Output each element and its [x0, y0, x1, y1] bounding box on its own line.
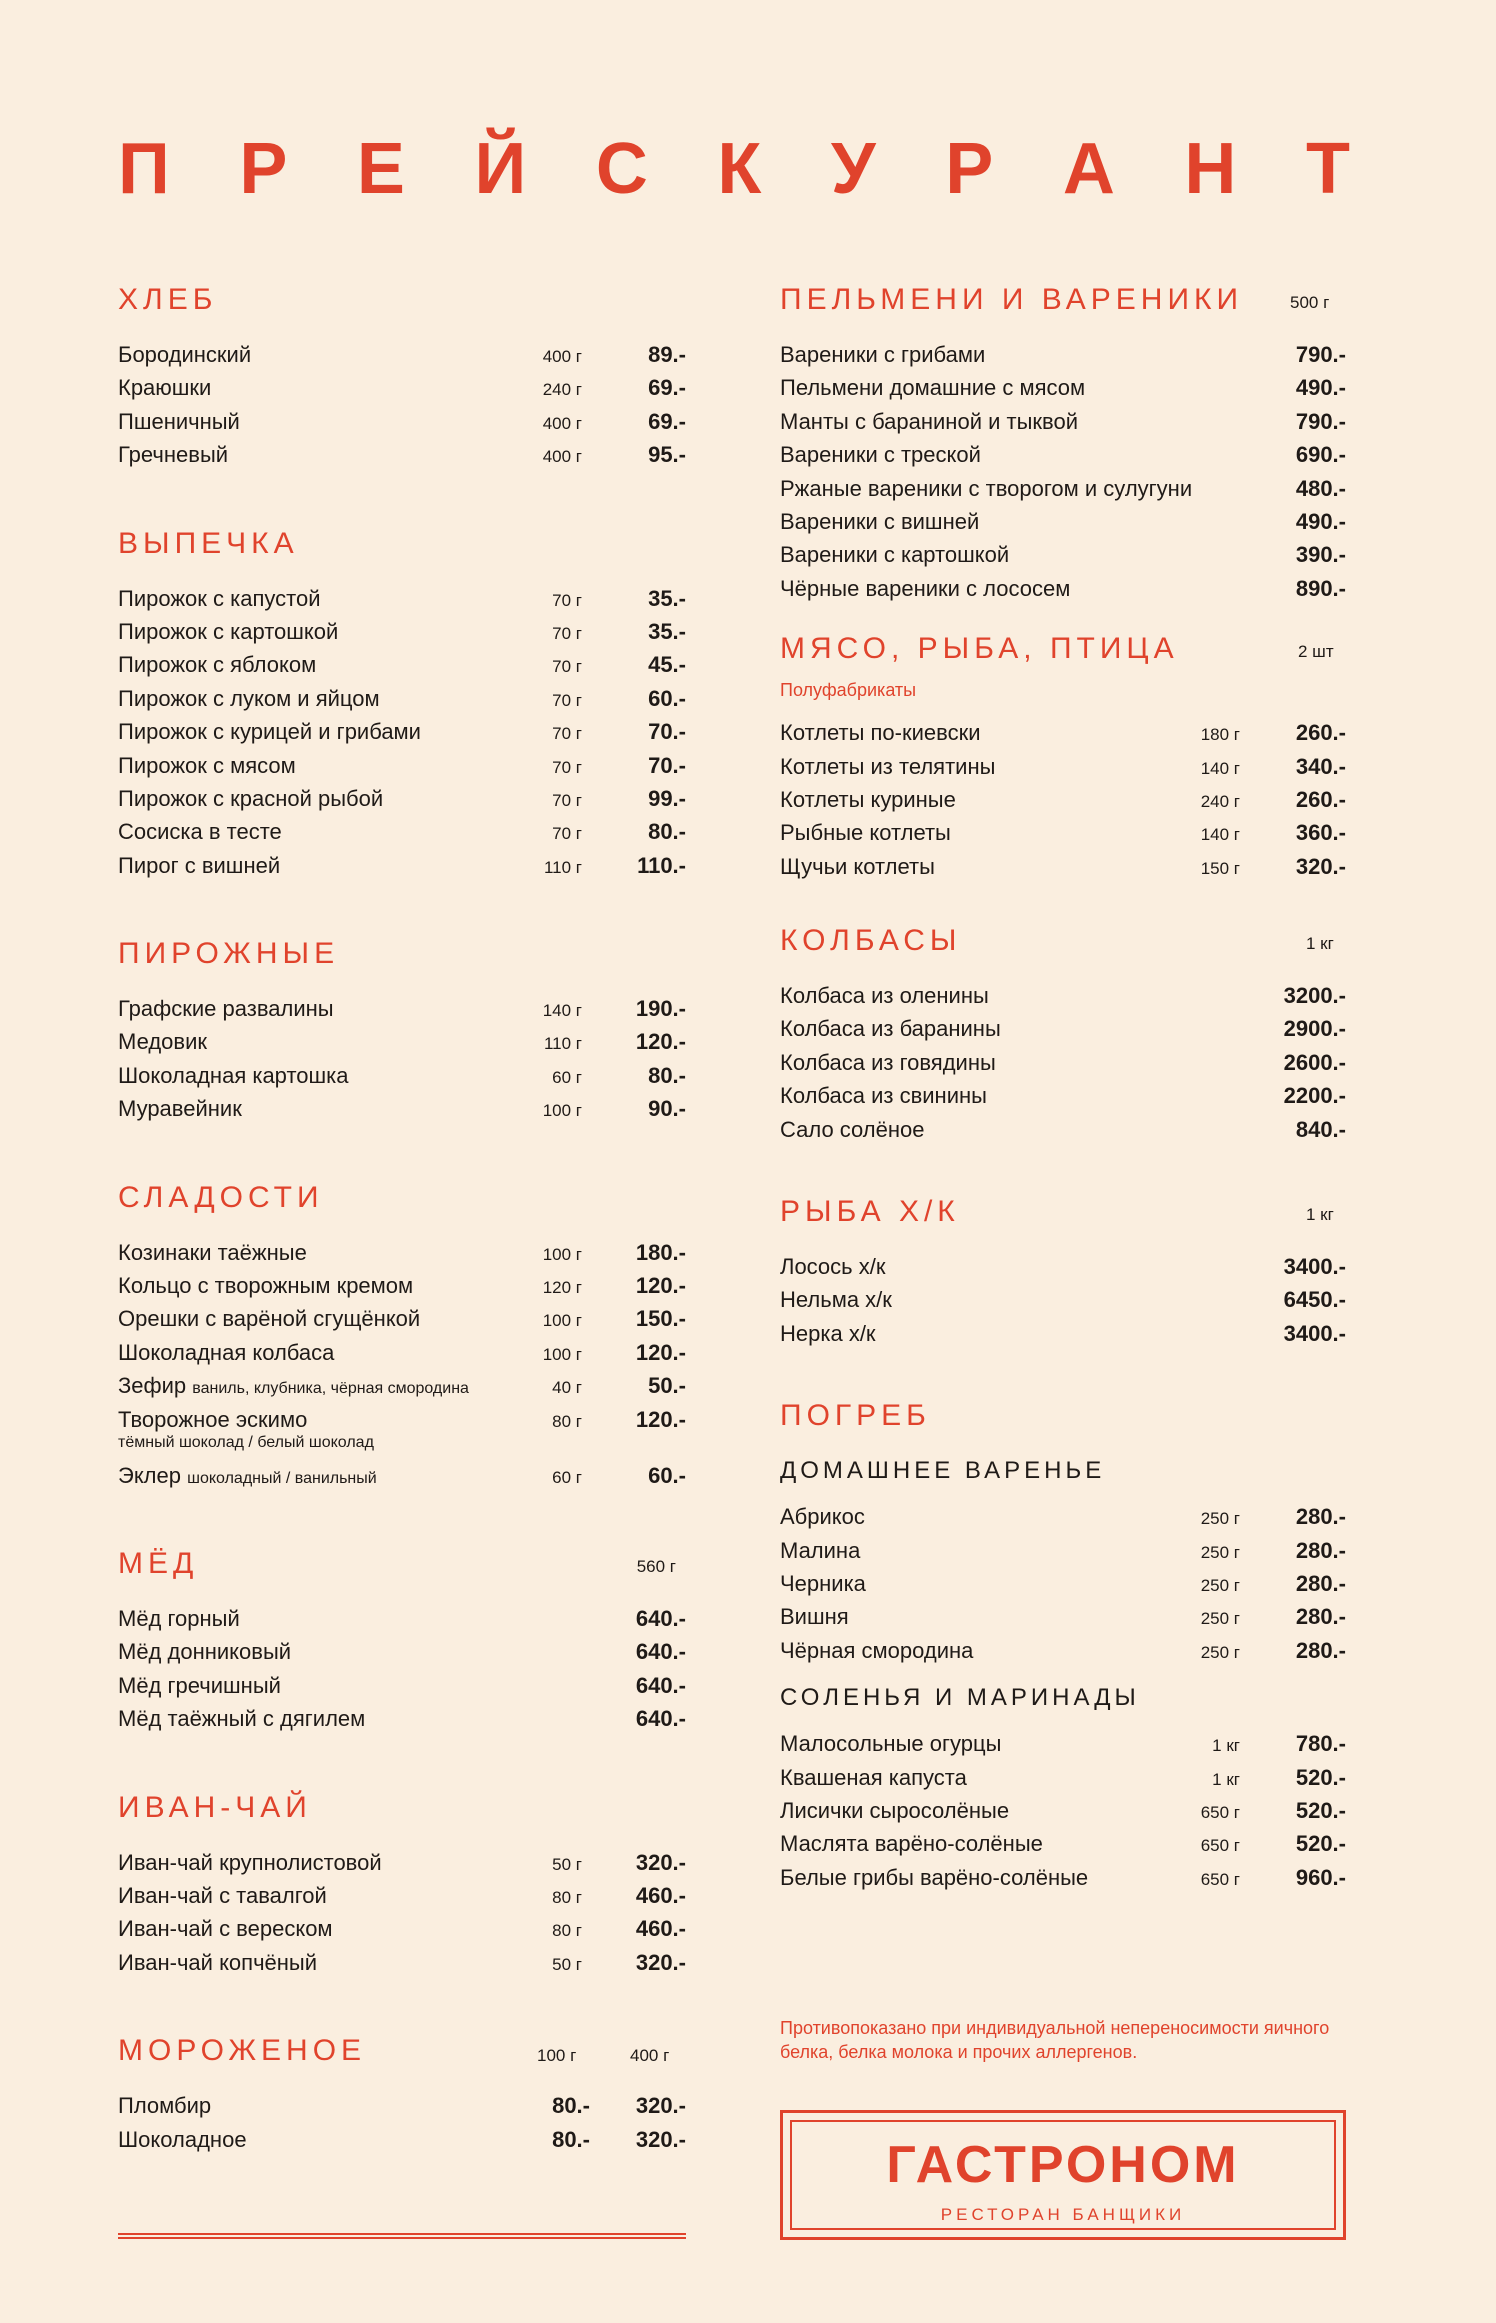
menu-item: Абрикос 250 г 280.- [780, 1504, 1346, 1530]
section-note: 500 г [1290, 293, 1330, 312]
menu-item: Орешки с варёной сгущёнкой 100 г 150.- [118, 1306, 686, 1332]
section-fish [780, 1197, 1346, 1353]
section-title: МЯСО, РЫБА, ПТИЦА [780, 632, 1179, 666]
section-sausage [780, 926, 1346, 1149]
section-title: МЁД [118, 1546, 199, 1580]
menu-item: Малина 250 г 280.- [780, 1537, 1346, 1563]
menu-item: Иван-чай крупнолистовой 50 г 320.- [118, 1849, 686, 1875]
left-column [118, 285, 686, 2159]
title-letter: Р [945, 129, 994, 209]
menu-item: Пельмени домашние с мясом 490.- [780, 375, 1346, 401]
menu-item: Шоколадное 80.- 320.- [118, 2126, 686, 2152]
menu-item: Котлеты куриные 240 г 260.- [780, 786, 1346, 812]
section-title: МОРОЖЕНОЕ [118, 2034, 367, 2068]
menu-item: Мёд гречишный 640.- [118, 1672, 686, 1698]
subsection-title: СОЛЕНЬЯ И МАРИНАДЫ [780, 1684, 1140, 1712]
section-title: ПИРОЖНЫЕ [118, 937, 340, 971]
section-note: 560 г [636, 1556, 676, 1576]
title-letter: К [717, 129, 762, 209]
menu-item: Ржаные вареники с творогом и сулугуни 480.- [780, 475, 1346, 501]
menu-item: Колбаса из оленины 3200.- [780, 983, 1346, 1009]
section-title: КОЛБАСЫ [780, 924, 962, 958]
section-dumplings [780, 285, 1346, 608]
menu-item: Черника 250 г 280.- [780, 1570, 1346, 1596]
menu-item: Вареники с треской 690.- [780, 442, 1346, 468]
title-letter: Т [1305, 129, 1350, 209]
menu-item: Пирожок с картошкой 70 г 35.- [118, 618, 686, 644]
section-icecream [118, 2036, 686, 2159]
title-letter: Й [474, 129, 527, 209]
menu-item: Мёд горный 640.- [118, 1605, 686, 1631]
title-letter: П [118, 129, 170, 209]
section-cakes [118, 939, 686, 1129]
section-title: ПЕЛЬМЕНИ И ВАРЕНИКИ [780, 283, 1244, 316]
menu-item: Пшеничный 400 г 69.- [118, 408, 686, 434]
section-title: РЫБА Х/К [780, 1195, 960, 1229]
title-letter: А [1062, 129, 1115, 209]
menu-item: Котлеты по-киевски 180 г 260.- [780, 720, 1346, 746]
menu-item: Козинаки таёжные 100 г 180.- [118, 1239, 686, 1265]
menu-item: Шоколадная картошка 60 г 80.- [118, 1062, 686, 1088]
menu-item: Колбаса из свинины 2200.- [780, 1083, 1346, 1109]
restaurant-logo [780, 2110, 1346, 2240]
section-ivanchai [118, 1790, 686, 1983]
title-letter: Н [1184, 129, 1237, 209]
menu-item: Иван-чай с тавалгой 80 г 460.- [118, 1882, 686, 1908]
menu-item: Эклер шоколадный / ванильный 60 г 60.- [118, 1462, 686, 1488]
section-note: 2 шт [1298, 642, 1334, 662]
menu-item: Манты с бараниной и тыквой 790.- [780, 408, 1346, 434]
menu-item: Вареники с грибами 790.- [780, 342, 1346, 367]
logo-title: ГАСТРОНОМ [886, 2136, 1240, 2194]
menu-item: Графские развалины 140 г 190.- [118, 996, 686, 1022]
menu-item: Пирожок с луком и яйцом 70 г 60.- [118, 685, 686, 711]
menu-item: Нельма х/к 6450.- [780, 1287, 1346, 1313]
title-letter: У [830, 129, 876, 209]
menu-item: Лосось х/к 3400.- [780, 1254, 1346, 1280]
logo-subtitle: РЕСТОРАН БАНЩИКИ [940, 2205, 1186, 2224]
menu-item: Сосиска в тесте 70 г 80.- [118, 819, 686, 845]
section-title: ПОГРЕБ [780, 1399, 931, 1433]
section-meat [780, 634, 1346, 886]
menu-item: Медовик 110 г 120.- [118, 1029, 686, 1055]
menu-item: Муравейник 100 г 90.- [118, 1096, 686, 1122]
menu-item: Малосольные огурцы 1 кг 780.- [780, 1731, 1346, 1757]
menu-item: Вареники с картошкой 390.- [780, 542, 1346, 568]
menu-item: Сало солёное 840.- [780, 1116, 1346, 1142]
menu-item: Творожное эскимо тёмный шоколад / белый шоколад 80 г 120.- [118, 1406, 686, 1451]
allergen-footnote: Противопоказано при индивидуальной непереносимости яичного белка, белка молока и прочих аллергенов. [780, 2018, 1330, 2062]
menu-item: Краюшки 240 г 69.- [118, 375, 686, 401]
menu-item: Кольцо с творожным кремом 120 г 120.- [118, 1273, 686, 1299]
section-title: ИВАН-ЧАЙ [118, 1790, 312, 1824]
menu-item: Нерка х/к 3400.- [780, 1320, 1346, 1346]
divider [118, 2233, 686, 2239]
menu-item: Чёрные вареники с лососем 890.- [780, 575, 1346, 601]
menu-item: Мёд донниковый 640.- [118, 1639, 686, 1665]
menu-item: Лисички сыросолёные 650 г 520.- [780, 1797, 1346, 1823]
menu-item: Чёрная смородина 250 г 280.- [780, 1637, 1346, 1663]
section-subtitle: Полуфабрикаты [780, 680, 917, 701]
menu-item: Гречневый 400 г 95.- [118, 442, 686, 468]
menu-item: Пирожок с яблоком 70 г 45.- [118, 652, 686, 678]
menu-item: Вишня 250 г 280.- [780, 1604, 1346, 1630]
page-title [118, 129, 1350, 209]
right-column [780, 285, 1346, 1897]
menu-item: Пирожок с курицей и грибами 70 г 70.- [118, 719, 686, 745]
title-letter: Е [356, 129, 405, 209]
menu-item: Иван-чай копчёный 50 г 320.- [118, 1949, 686, 1975]
section-cellar [780, 1401, 1346, 1897]
subsection-title: ДОМАШНЕЕ ВАРЕНЬЕ [780, 1457, 1106, 1485]
section-honey [118, 1546, 686, 1739]
section-note: 100 г [537, 2046, 577, 2066]
section-pastry [118, 526, 686, 886]
section-title: ХЛЕБ [118, 283, 218, 316]
section-title: СЛАДОСТИ [118, 1180, 324, 1214]
section-note: 400 г [630, 2046, 670, 2066]
menu-item: Колбаса из баранины 2900.- [780, 1016, 1346, 1042]
menu-item: Белые грибы варёно-солёные 650 г 960.- [780, 1864, 1346, 1890]
menu-item: Пирог с вишней 110 г 110.- [118, 852, 686, 878]
menu-item: Маслята варёно-солёные 650 г 520.- [780, 1831, 1346, 1857]
section-bread [118, 285, 686, 475]
menu-item: Пирожок с мясом 70 г 70.- [118, 752, 686, 778]
menu-item: Пирожок с красной рыбой 70 г 99.- [118, 785, 686, 811]
menu-item: Щучьи котлеты 150 г 320.- [780, 853, 1346, 879]
title-letter: Р [239, 129, 288, 209]
menu-item: Вареники с вишней 490.- [780, 508, 1346, 534]
menu-item: Бородинский 400 г 89.- [118, 342, 686, 367]
menu-item: Рыбные котлеты 140 г 360.- [780, 820, 1346, 846]
menu-item: Пирожок с капустой 70 г 35.- [118, 585, 686, 611]
title-letter: С [595, 129, 648, 209]
menu-item: Котлеты из телятины 140 г 340.- [780, 753, 1346, 779]
section-note: 1 кг [1306, 1205, 1334, 1225]
menu-item: Шоколадная колбаса 100 г 120.- [118, 1339, 686, 1365]
menu-item: Мёд таёжный с дягилем 640.- [118, 1706, 686, 1732]
menu-item: Иван-чай с вереском 80 г 460.- [118, 1916, 686, 1942]
menu-item: Квашеная капуста 1 кг 520.- [780, 1764, 1346, 1790]
menu-item: Пломбир 80.- 320.- [118, 2093, 686, 2119]
section-note: 1 кг [1306, 934, 1334, 954]
section-sweets [118, 1180, 686, 1495]
section-title: ВЫПЕЧКА [118, 526, 299, 560]
menu-item: Зефир ваниль, клубника, чёрная смородина 40 г 50.- [118, 1373, 686, 1399]
menu-item: Колбаса из говядины 2600.- [780, 1049, 1346, 1075]
